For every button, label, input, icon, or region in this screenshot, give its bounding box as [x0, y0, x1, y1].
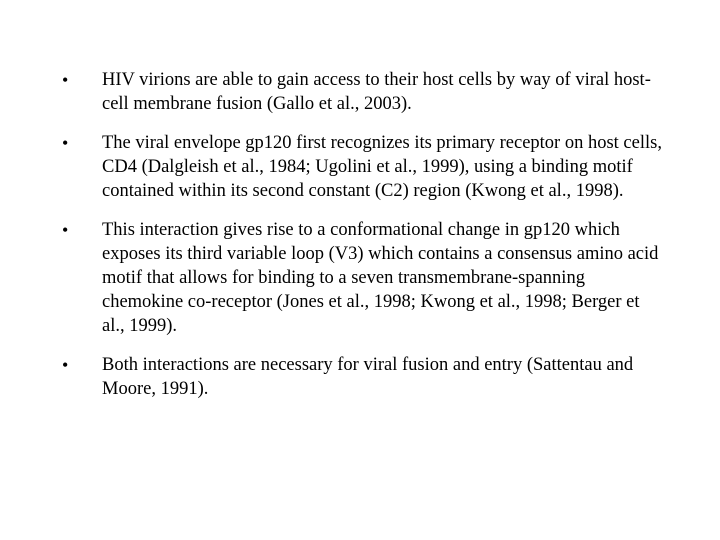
- bullet-icon: •: [62, 355, 69, 375]
- bullet-icon: •: [62, 220, 69, 240]
- bullet-text: HIV virions are able to gain access to their host cells by way of viral host-cell membrane fusion (Gallo et al., 2003).: [102, 70, 651, 114]
- bullet-text: Both interactions are necessary for viral fusion and entry (Sattentau and Moore, 1991).: [102, 355, 634, 399]
- bullet-item-4: [62, 353, 662, 401]
- bullet-item-3: [62, 218, 662, 338]
- bullet-icon: •: [62, 70, 69, 90]
- bullet-item-2: [62, 131, 662, 203]
- bullet-text: This interaction gives rise to a conformational change in gp120 which exposes its third variable loop (V3) which contains a consensus amino acid motif that allows for binding to a seven transmembrane-spanning chemokine co-receptor (Jones et al., 1998; Kwong et al., 1998; Berger et al., 1999).: [102, 220, 659, 336]
- bullet-text: The viral envelope gp120 first recognizes its primary receptor on host cells, CD4 (Dalgleish et al., 1984; Ugolini et al., 1999), using a binding motif contained within its second constant (C2) region (Kwong et al., 1998).: [102, 133, 662, 201]
- bullet-item-1: [62, 68, 662, 116]
- bullet-list: [62, 68, 662, 401]
- bullet-icon: •: [62, 133, 69, 153]
